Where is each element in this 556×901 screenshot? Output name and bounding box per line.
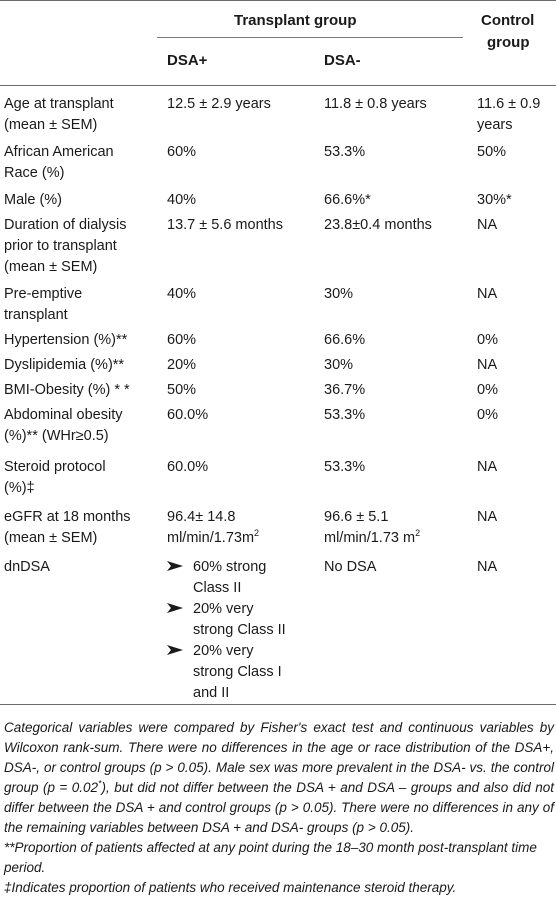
row-race-control: 50% — [477, 144, 507, 160]
row-hypertension-control: 0% — [477, 332, 498, 348]
row-steroid-label-2: (%)‡ — [4, 480, 35, 496]
footnote-main-sup: * — [98, 778, 102, 789]
arrowhead-bullet-icon — [167, 641, 193, 662]
row-male-dsa-neg: 66.6%* — [324, 192, 371, 208]
row-bmi-control: 0% — [477, 382, 498, 398]
arrowhead-bullet-icon — [167, 557, 193, 578]
control-group-header-line1: Control — [481, 12, 535, 29]
row-dyslipidemia-control: NA — [477, 357, 498, 373]
dsa-pos-header: DSA+ — [167, 52, 208, 69]
row-race-label-2: Race (%) — [4, 165, 65, 181]
control-group-header-line2: group — [487, 34, 530, 51]
row-preemptive-dsa-pos: 40% — [167, 286, 197, 302]
dndsa-bullet-1-text: 60% strong — [193, 559, 267, 575]
row-dialysis-label: Duration of dialysis — [4, 217, 127, 233]
header-bottom-rule — [0, 85, 556, 86]
row-bmi-label: BMI-Obesity (%) * * — [4, 382, 130, 398]
row-steroid-dsa-pos: 60.0% — [167, 459, 209, 475]
row-dndsa-label: dnDSA — [4, 559, 50, 575]
row-age-control-2: years — [477, 117, 513, 133]
footnote-main — [4, 718, 554, 838]
row-dialysis-label-3: (mean ± SEM) — [4, 259, 98, 275]
row-race-label: African American — [4, 144, 114, 160]
row-abdominal-dsa-pos: 60.0% — [167, 407, 209, 423]
row-hypertension-dsa-neg: 66.6% — [324, 332, 366, 348]
row-preemptive-control: NA — [477, 286, 498, 302]
row-egfr-dsa-pos-2 — [167, 528, 259, 549]
row-age-control: 11.6 ± 0.9 — [477, 96, 541, 112]
dsa-neg-header: DSA- — [324, 52, 361, 69]
footnote-double-dagger: ‡Indicates proportion of patients who received maintenance steroid therapy. — [4, 880, 457, 895]
row-dndsa-control: NA — [477, 559, 498, 575]
group-header-rule — [157, 37, 463, 38]
row-male-label: Male (%) — [4, 192, 63, 208]
table-footnotes — [4, 718, 554, 898]
dndsa-bullet-3-cont-2: and II — [193, 685, 230, 701]
row-dyslipidemia-dsa-neg: 30% — [324, 357, 354, 373]
row-dyslipidemia-dsa-pos: 20% — [167, 357, 197, 373]
dndsa-bullet-2 — [167, 599, 253, 620]
table-bottom-rule — [0, 704, 556, 705]
row-male-dsa-pos: 40% — [167, 192, 197, 208]
egfr-pos-sup: 2 — [254, 528, 260, 539]
row-hypertension-dsa-pos: 60% — [167, 332, 197, 348]
row-abdominal-label-2: (%)** (WHr≥0.5) — [4, 428, 109, 444]
row-egfr-label: eGFR at 18 months — [4, 509, 131, 525]
arrowhead-bullet-icon — [167, 599, 193, 620]
dndsa-bullet-2-text: 20% very — [193, 601, 254, 617]
dndsa-bullet-1-cont: Class II — [193, 580, 242, 596]
table-top-rule — [0, 0, 556, 1]
row-egfr-control: NA — [477, 509, 498, 525]
row-dialysis-label-2: prior to transplant — [4, 238, 117, 254]
row-abdominal-dsa-neg: 53.3% — [324, 407, 366, 423]
row-dialysis-dsa-neg: 23.8±0.4 months — [324, 217, 432, 233]
row-age-label: Age at transplant — [4, 96, 114, 112]
row-race-dsa-pos: 60% — [167, 144, 197, 160]
row-preemptive-label-2: transplant — [4, 307, 68, 323]
row-preemptive-dsa-neg: 30% — [324, 286, 354, 302]
dndsa-bullet-3-text: 20% very — [193, 643, 254, 659]
transplant-group-header: Transplant group — [234, 12, 357, 29]
egfr-pos-unit: ml/min/1.73m — [167, 530, 255, 546]
row-egfr-label-2: (mean ± SEM) — [4, 530, 98, 546]
dndsa-bullet-2-cont: strong Class II — [193, 622, 286, 638]
dndsa-bullet-1 — [167, 557, 266, 578]
footnote-double-asterisk: **Proportion of patients affected at any point during the 18–30 month post-transplant time period. — [4, 840, 537, 875]
row-dialysis-control: NA — [477, 217, 498, 233]
row-dyslipidemia-label: Dyslipidemia (%)** — [4, 357, 125, 373]
row-egfr-dsa-pos: 96.4± 14.8 — [167, 509, 236, 525]
row-hypertension-label: Hypertension (%)** — [4, 332, 128, 348]
row-steroid-label: Steroid protocol — [4, 459, 106, 475]
row-dndsa-dsa-neg: No DSA — [324, 559, 377, 575]
row-male-control: 30%* — [477, 192, 512, 208]
dndsa-bullet-3 — [167, 641, 253, 662]
row-egfr-dsa-neg-2 — [324, 528, 420, 549]
dndsa-bullet-3-cont: strong Class I — [193, 664, 282, 680]
row-bmi-dsa-neg: 36.7% — [324, 382, 366, 398]
row-race-dsa-neg: 53.3% — [324, 144, 366, 160]
row-preemptive-label: Pre-emptive — [4, 286, 83, 302]
footnote-main-a: Categorical variables were compared by Fisher's exact test and continuous variables by Wilcoxon rank-sum. There were no differences in the age or race distribution of the DSA+, DSA-, or control groups (p > 0.05). Male sex was more prevalent in the DSA- vs. the control group (p = 0.02 — [4, 720, 554, 795]
egfr-neg-unit: ml/min/1.73 m — [324, 530, 416, 546]
row-abdominal-label: Abdominal obesity — [4, 407, 123, 423]
row-age-dsa-neg: 11.8 ± 0.8 years — [324, 96, 427, 112]
row-steroid-control: NA — [477, 459, 498, 475]
row-abdominal-control: 0% — [477, 407, 498, 423]
row-bmi-dsa-pos: 50% — [167, 382, 197, 398]
row-egfr-dsa-neg: 96.6 ± 5.1 — [324, 509, 389, 525]
row-age-dsa-pos: 12.5 ± 2.9 years — [167, 96, 271, 112]
row-age-label-2: (mean ± SEM) — [4, 117, 98, 133]
footnote-main-b: ), but did not differ between the DSA + and DSA – groups and also did not differ between the DSA + and control groups (p > 0.05). There were no differences in any of the remaining variables between DSA + and DSA- groups (p > 0.05). — [4, 780, 554, 835]
egfr-neg-sup: 2 — [415, 528, 421, 539]
row-dialysis-dsa-pos: 13.7 ± 5.6 months — [167, 217, 283, 233]
row-steroid-dsa-neg: 53.3% — [324, 459, 366, 475]
